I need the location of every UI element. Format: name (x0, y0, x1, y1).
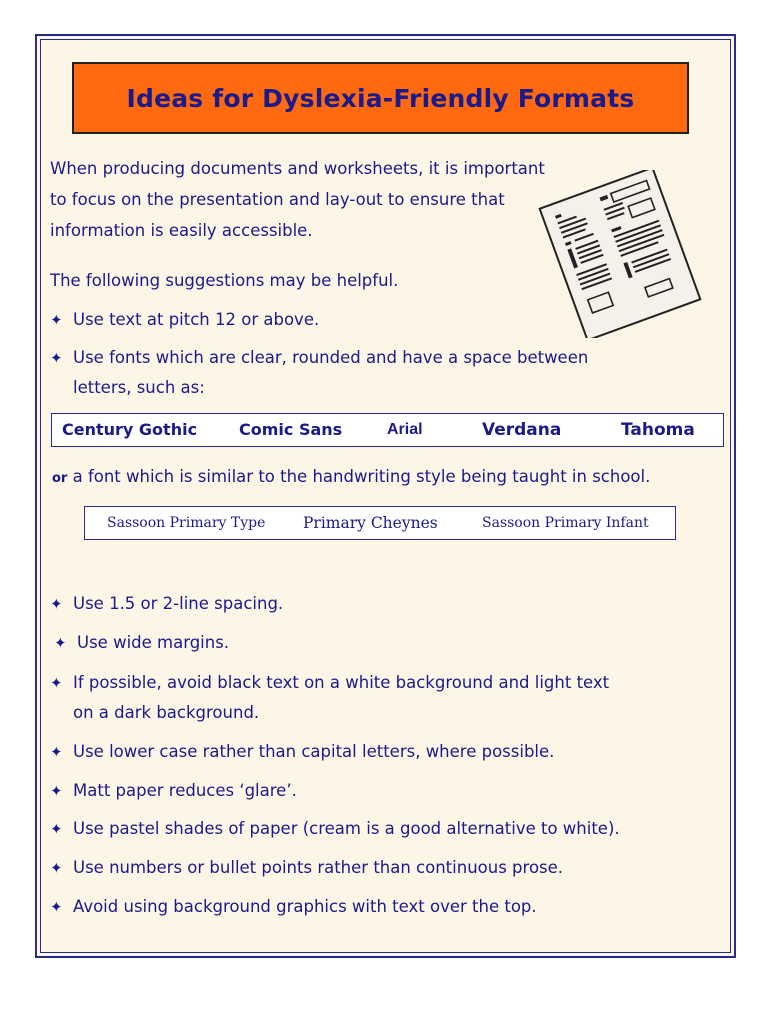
font-example-tahoma: Tahoma (621, 420, 695, 440)
list-item: ✦ Use numbers or bullet points rather than continuous prose. (50, 853, 563, 883)
list-item: ✦ Use lower case rather than capital letters, where possible. (50, 737, 554, 767)
font-example-primary-cheynes: Primary Cheynes (303, 514, 438, 532)
or-word: or (52, 471, 68, 486)
bullet-star-icon: ✦ (50, 743, 63, 761)
font-example-century-gothic: Century Gothic (62, 420, 198, 439)
list-item: ✦ Use pastel shades of paper (cream is a good alternative to white). (50, 814, 620, 844)
list-item: ✦ Use fonts which are clear, rounded and have a space between letters, such as: (50, 343, 588, 403)
font-example-arial: Arial (387, 421, 423, 438)
intro-line: to focus on the presentation and lay-out to ensure that (50, 190, 505, 209)
or-text: a font which is similar to the handwriting style being taught in school. (72, 467, 651, 486)
bullet-star-icon: ✦ (50, 595, 63, 613)
intro-paragraph (50, 153, 545, 246)
font-example-sassoon-primary-infant: Sassoon Primary Infant (482, 515, 649, 531)
lead-sentence: The following suggestions may be helpful. (50, 271, 399, 290)
bullet-star-icon: ✦ (50, 782, 63, 800)
intro-line: information is easily accessible. (50, 221, 313, 240)
font-example-comic-sans: Comic Sans (239, 420, 343, 439)
list-item: ✦ Avoid using background graphics with text over the top. (50, 892, 537, 922)
handwriting-fonts-box (84, 506, 676, 540)
list-item: ✦ If possible, avoid black text on a white background and light text on a dark background. (50, 668, 609, 728)
bullet-star-icon: ✦ (50, 898, 63, 916)
list-item: ✦ Use wide margins. (54, 628, 229, 658)
list-item: ✦ Use text at pitch 12 or above. (50, 305, 319, 335)
bullet-star-icon: ✦ (50, 859, 63, 877)
bullet-star-icon: ✦ (50, 820, 63, 838)
bullet-star-icon: ✦ (50, 674, 63, 692)
page-title: Ideas for Dyslexia-Friendly Formats (126, 83, 635, 113)
document-sheet-icon (532, 170, 708, 338)
bullet-star-icon: ✦ (54, 634, 67, 652)
list-item: ✦ Matt paper reduces ‘glare’. (50, 776, 297, 806)
or-sentence (52, 461, 650, 494)
bullet-star-icon: ✦ (50, 311, 63, 329)
intro-line: When producing documents and worksheets, it is important (50, 159, 545, 178)
title-banner (72, 62, 689, 134)
font-example-sassoon-primary-type: Sassoon Primary Type (107, 515, 266, 531)
font-examples-box (51, 413, 724, 447)
font-example-verdana: Verdana (482, 420, 562, 440)
list-item: ✦ Use 1.5 or 2-line spacing. (50, 589, 283, 619)
bullet-star-icon: ✦ (50, 349, 63, 367)
